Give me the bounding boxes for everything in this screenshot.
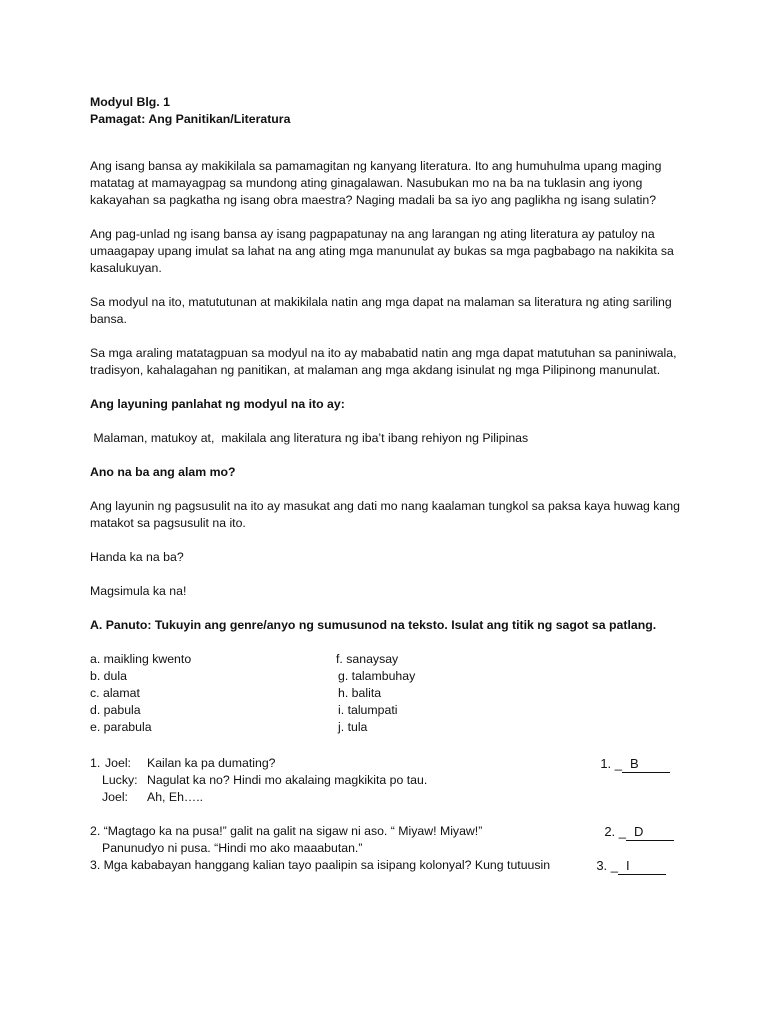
choice-a: a. maikling kwento <box>90 652 192 666</box>
objective-heading: Ang layuning panlahat ng modyul na ito ay: <box>90 397 345 411</box>
question-2 <box>90 823 690 857</box>
q2-line-1: 2. “Magtago ka na pusa!” galit na galit na sigaw ni aso. “ Miyaw! Miyaw!” <box>90 824 483 838</box>
q3-answer-blank: I <box>618 857 666 875</box>
answer-choices <box>90 651 690 736</box>
q2-line-2: Panunudyo ni pusa. “Hindi mo ako maaabutan.” <box>102 841 363 855</box>
q1-speaker-1: Joel: <box>105 756 131 770</box>
q1-dialogue-3: Ah, Eh….. <box>147 790 204 804</box>
intro-paragraph-2: Ang pag-unlad ng isang bansa ay isang pagpapatunay na ang larangan ng ating literatura ay patuloy na umaagapay upang imulat sa lahat na ang ating mga manunulat ay bukas sa mga pagbabago na nakikita sa kasalukuyan. <box>90 227 674 275</box>
choice-i: i. talumpati <box>338 703 398 717</box>
choice-c: c. alamat <box>90 686 140 700</box>
choice-d: d. pabula <box>90 703 141 717</box>
choices-left-column <box>90 651 330 736</box>
document-page <box>90 94 690 874</box>
q1-speaker-2: Lucky: <box>102 773 138 787</box>
q1-answer-blank: B <box>622 755 670 773</box>
choice-b: b. dula <box>90 669 127 683</box>
q1-speaker-3: Joel: <box>102 790 128 804</box>
intro-paragraph-3: Sa modyul na ito, matututunan at makikilala natin ang mga dapat na malaman sa literatura ng ating sariling bansa. <box>90 295 672 326</box>
module-number: Modyul Blg. 1 <box>90 95 170 109</box>
q3-line-1: 3. Mga kababayan hanggang kalian tayo paalipin sa isipang kolonyal? Kung tutuusin <box>90 858 551 872</box>
objective-text: Malaman, matukoy at, makilala ang literatura ng iba’t ibang rehiyon ng Pilipinas <box>90 431 529 445</box>
q1-dialogue-2: Nagulat ka no? Hindi mo akalaing magkikita po tau. <box>147 773 428 787</box>
q1-line-3 <box>90 789 690 806</box>
choice-e: e. parabula <box>90 720 152 734</box>
choice-f: f. sanaysay <box>336 652 399 666</box>
section-a-instructions: A. Panuto: Tukuyin ang genre/anyo ng sumusunod na teksto. Isulat ang titik ng sagot sa patlang. <box>90 618 657 632</box>
q1-answer <box>600 755 670 773</box>
q3-answer <box>596 857 666 875</box>
pretest-heading: Ano na ba ang alam mo? <box>90 465 236 479</box>
intro-paragraph-1: Ang isang bansa ay makikilala sa pamamagitan ng kanyang literatura. Ito ang humuhulma upang maging matatag at mamayagpag sa mundong ating ginagalawan. Nasubukan mo na ba na tuklasin ang iyong kakayahan sa pagkatha ng isang obra maestra? Naging madali ba sa iyo ang paglikha ng isang sulatin? <box>90 159 662 207</box>
choice-g: g. talambuhay <box>338 669 416 683</box>
choices-right-column <box>336 651 576 736</box>
choice-h: h. balita <box>338 686 382 700</box>
start-text: Magsimula ka na! <box>90 584 187 598</box>
q1-line-2 <box>90 772 690 789</box>
intro-paragraph-4: Sa mga araling matatagpuan sa modyul na ito ay mababatid natin ang mga dapat matutuhan sa paniniwala, tradisyon, kahalagahan ng panitikan, at malaman ang mga akdang isinulat ng mga Pilipinong manunulat. <box>90 346 677 377</box>
q1-answer-label: 1. _ <box>600 756 622 771</box>
q2-answer-blank: D <box>626 823 674 841</box>
q3-answer-label: 3. _ <box>596 858 618 873</box>
pretest-text: Ang layunin ng pagsusulit na ito ay masukat ang dati mo nang kaalaman tungkol sa paksa kaya huwag kang matakot sa pagsusulit na ito. <box>90 499 680 530</box>
question-3 <box>90 857 690 874</box>
choice-j: j. tula <box>338 720 368 734</box>
q1-dialogue-1: Kailan ka pa dumating? <box>147 756 276 770</box>
module-title: Pamagat: Ang Panitikan/Literatura <box>90 112 291 126</box>
q2-answer <box>604 823 674 841</box>
q2-answer-label: 2. _ <box>604 824 626 839</box>
ready-text: Handa ka na ba? <box>90 550 184 564</box>
q1-number: 1. <box>90 756 101 770</box>
question-1 <box>90 755 690 806</box>
